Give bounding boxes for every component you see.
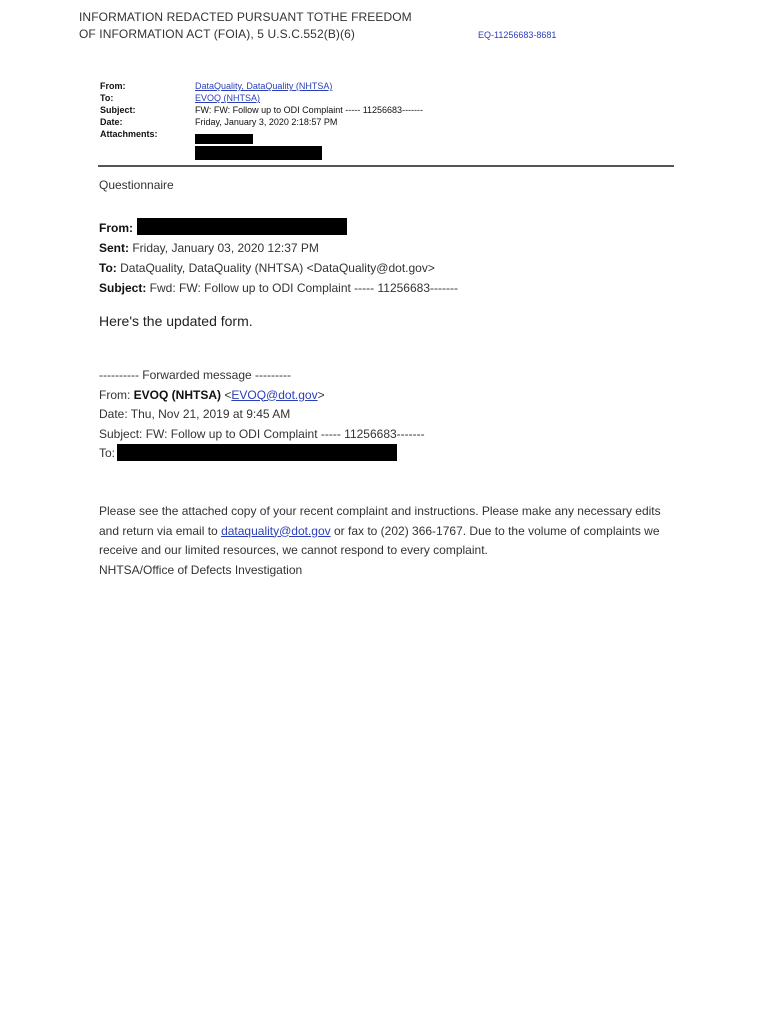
closing-paragraph xyxy=(99,502,679,580)
forwarded-from-prefix: From: xyxy=(99,387,134,402)
inner-to-label: To: xyxy=(99,261,117,275)
updated-form-message: Here's the updated form. xyxy=(99,313,253,329)
inner-sent-row xyxy=(99,238,458,258)
attachment-redaction-1 xyxy=(195,134,253,144)
inner-sent-label: Sent: xyxy=(99,241,129,255)
forwarded-to-redaction xyxy=(117,444,397,461)
foia-notice xyxy=(79,9,412,43)
closing-text-after-link: or fax to (202) 366-1767. Due to the volume of complaints we receive and our limited resources, we cannot respond to every complaint. xyxy=(99,523,660,557)
forwarded-from-row xyxy=(99,386,425,406)
outer-date-label: Date: xyxy=(100,117,123,127)
forwarded-separator: ---------- Forwarded message --------- xyxy=(99,368,291,382)
inner-subject-row xyxy=(99,278,458,298)
forwarded-from-email-link[interactable]: EVOQ@dot.gov xyxy=(231,387,318,402)
forwarded-from-lt: < xyxy=(221,387,232,402)
outer-to-row xyxy=(100,92,423,104)
outer-date-value: Friday, January 3, 2020 2:18:57 PM xyxy=(195,117,338,127)
attachment-redaction-2 xyxy=(195,146,322,160)
outer-attachments-label: Attachments: xyxy=(100,129,158,139)
outer-subject-row xyxy=(100,104,423,116)
outer-subject-value: FW: FW: Follow up to ODI Complaint ----- 11256683------- xyxy=(195,105,424,115)
document-id: EQ-11256683-8681 xyxy=(478,30,557,40)
forwarded-message xyxy=(99,366,425,464)
forwarded-from-name: EVOQ (NHTSA) xyxy=(133,387,222,402)
forwarded-to-row xyxy=(99,444,425,464)
foia-notice-line-2: OF INFORMATION ACT (FOIA), 5 U.S.C.552(B)(6) xyxy=(79,27,355,41)
questionnaire-label: Questionnaire xyxy=(99,178,174,192)
forwarded-subject-row: Subject: FW: Follow up to ODI Complaint ----- 11256683------- xyxy=(99,426,425,441)
inner-from-row xyxy=(99,218,458,238)
outer-email-header xyxy=(100,80,423,140)
closing-text xyxy=(99,502,679,561)
inner-from-label: From: xyxy=(99,221,133,235)
outer-to-link[interactable]: EVOQ (NHTSA) xyxy=(195,93,261,103)
inner-email-header xyxy=(99,218,458,298)
forwarded-date-row: Date: Thu, Nov 21, 2019 at 9:45 AM xyxy=(99,407,291,421)
inner-to-value: DataQuality, DataQuality (NHTSA) <DataQuality@dot.gov> xyxy=(116,261,435,275)
inner-sent-value: Friday, January 03, 2020 12:37 PM xyxy=(129,241,319,255)
outer-from-row xyxy=(100,80,423,92)
outer-to-label: To: xyxy=(100,93,114,103)
header-divider xyxy=(98,165,674,167)
outer-from-link[interactable]: DataQuality, DataQuality (NHTSA) xyxy=(195,81,333,91)
closing-signature: NHTSA/Office of Defects Investigation xyxy=(99,562,303,577)
outer-subject-label: Subject: xyxy=(100,105,136,115)
closing-text-before-link: Please see the attached copy of your recent complaint and instructions. Please make any necessary edits and return via email to xyxy=(99,504,661,538)
inner-subject-label: Subject: xyxy=(99,281,147,295)
dataquality-email-link[interactable]: dataquality@dot.gov xyxy=(221,523,331,538)
outer-date-row xyxy=(100,116,423,128)
outer-from-label: From: xyxy=(100,81,126,91)
foia-notice-line-1: INFORMATION REDACTED PURSUANT TOTHE FREEDOM xyxy=(79,10,412,24)
outer-attachments-row xyxy=(100,128,423,140)
forwarded-to-label: To: xyxy=(99,446,116,460)
inner-to-row xyxy=(99,258,458,278)
forwarded-from-gt: > xyxy=(317,387,325,402)
inner-subject-value: Fwd: FW: Follow up to ODI Complaint ----- 11256683------- xyxy=(146,281,458,295)
inner-from-redaction xyxy=(137,218,347,235)
